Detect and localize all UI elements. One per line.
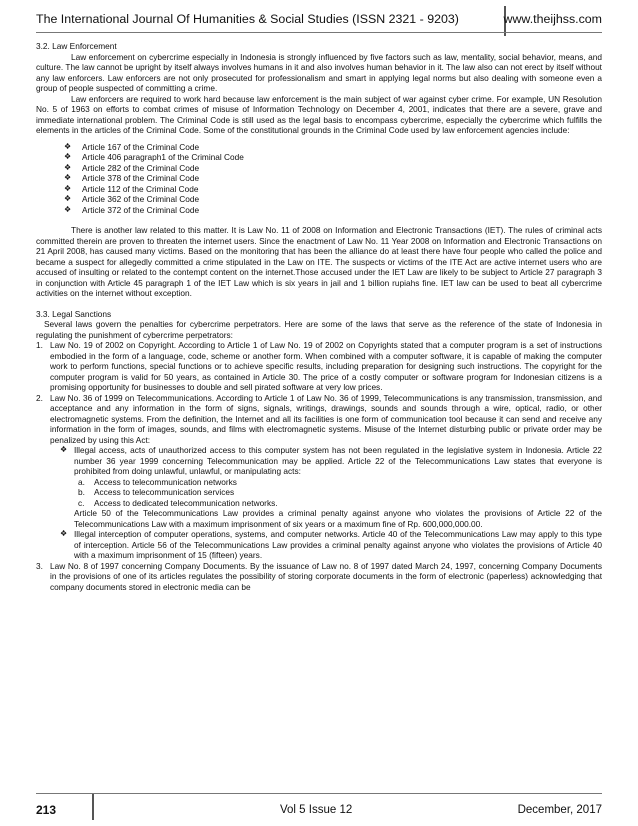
list-item: ❖ Article 112 of the Criminal Code bbox=[64, 184, 602, 195]
list-item bbox=[36, 393, 602, 561]
list-number: 2. bbox=[36, 392, 43, 403]
list-item bbox=[36, 340, 602, 393]
list-item: ❖ Article 167 of the Criminal Code bbox=[64, 142, 602, 153]
section-heading-legal-sanctions: 3.3. Legal Sanctions bbox=[36, 308, 112, 319]
list-letter: b. bbox=[78, 487, 85, 497]
list-item: ❖ Article 406 paragraph1 of the Criminal Code bbox=[64, 152, 602, 163]
list-item bbox=[36, 561, 602, 593]
list-item bbox=[60, 529, 602, 561]
spacer bbox=[36, 299, 602, 309]
header-rule bbox=[36, 32, 602, 33]
list-item-text: Illegal access, acts of unauthorized access to this computer system has not been regulated in the legislative system in Indonesia. Article 22 number 36 year 1999 concerning Telecommunication may be applied. Article 22 of the Telecommunications Law states that everyone is prohibited from doing unlawful, unlawful, or manipulating acts: bbox=[74, 445, 602, 476]
list-letter: c. bbox=[78, 497, 85, 508]
journal-title: The International Journal Of Humanities & Social Studies (ISSN 2321 - 9203) bbox=[36, 12, 459, 26]
paragraph: Several laws govern the penalties for cybercrime perpetrators. Here are some of the laws that serve as the reference of the state of Indonesia in regulating the punishment of cybercrime perpetrators: bbox=[36, 319, 602, 340]
list-item-text: Law No. 19 of 2002 on Copyright. According to Article 1 of Law No. 19 of 2002 on Copyrights stated that a computer program is a set of instructions embodied in the form of a language, code, scheme or another form. When combined with a computer software, it is capable of making the computer work to perform functions, special functions or to achieve specific results, including preparation for designing such instructions. The copyright for the computer program is valid for 50 years, as contained in Article 30. The price of a costly computer or software program for Indonesian citizens is a promising opportunity for businesses to double and sell pirated software at very low prices. bbox=[50, 340, 602, 392]
list-item: ❖ Article 362 of the Criminal Code bbox=[64, 194, 602, 205]
paragraph: Article 50 of the Telecommunications Law provides a criminal penalty against anyone who violates the provisions of Article 22 of the Telecommunications Law with a maximum imprisonment of six years or a maximum fine of Rp. 600,000,000.00. bbox=[74, 508, 602, 529]
list-item-text: Law No. 36 of 1999 on Telecommunications. According to Article 1 of Law No. 36 of 1999, Telecommunications is any transmission, transmission, and acceptance and any information in the form of signs, signals, writings, drawings, sounds and sounds through a wire, optical, radio, or other electromagnetic systems. From the definition, the Internet and all its facilities is one form of communication tool because it can send and receive any information in the form of images, sounds, and films with electromagnetic systems. Misuse of the Internet disturbing public or private order may be penalized by using this Act: bbox=[50, 392, 602, 445]
page-number: 213 bbox=[36, 803, 57, 817]
laws-numbered-list bbox=[36, 340, 602, 592]
paragraph: Law enforcers are required to work hard because law enforcement is the main subject of war against cyber crime. For example, UN Resolution No. 5 of 1963 on efforts to combat crimes of misuse of Information Technology on December 4, 2001, indicates that there are a severe, grave and immediate international problem. The Criminal Code is still used as the legal basis to encompass cybercrime, especially the cybercrime which fulfills the elements in the articles of the Criminal Code. Some of the constitutional grounds in the Criminal Code used by law enforcement agencies include: bbox=[36, 93, 602, 135]
lettered-list bbox=[74, 477, 602, 509]
list-item-text: Illegal interception of computer operations, systems, and computer networks. Article 40 of the Telecommunications Law may apply to this type of interception. Article 56 of the Telecommunications Law provides a criminal penalty against anyone who violates the provisions of Article 40 with a maximum imprisonment of 15 (fifteen) years. bbox=[74, 529, 602, 560]
list-item-text: Access to telecommunication networks bbox=[94, 476, 237, 487]
criminal-code-article-list bbox=[36, 142, 602, 216]
list-item bbox=[60, 445, 602, 529]
list-letter: a. bbox=[78, 476, 85, 487]
section-heading-law-enforcement: 3.2. Law Enforcement bbox=[36, 41, 117, 51]
list-number: 3. bbox=[36, 560, 43, 571]
journal-url: www.theijhss.com bbox=[503, 12, 602, 26]
footer-separator bbox=[92, 794, 94, 820]
list-item: ❖ Article 378 of the Criminal Code bbox=[64, 173, 602, 184]
article-body bbox=[36, 41, 602, 789]
list-number: 1. bbox=[36, 340, 43, 350]
page-header bbox=[36, 6, 602, 30]
spacer bbox=[36, 215, 602, 225]
list-item-text: Access to dedicated telecommunication networks. bbox=[94, 497, 278, 508]
issue-date: December, 2017 bbox=[517, 804, 602, 816]
paragraph: Law enforcement on cybercrime especially in Indonesia is strongly influenced by five factors such as law, mentality, social behavior, means, and culture. The law cannot be upright by itself always involves humans in it and also involves human behavior in it. The law also can not erect by itself without any law enforcers. Law enforcers are not only prosecuted for professionalism and smart in applying legal norms but also dealing with someone even a group of people suspected of committing a crime. bbox=[36, 51, 602, 93]
list-item bbox=[78, 498, 602, 509]
list-item: ❖ Article 372 of the Criminal Code bbox=[64, 205, 602, 216]
volume-issue: Vol 5 Issue 12 bbox=[280, 804, 353, 816]
list-item bbox=[78, 477, 602, 488]
paragraph: There is another law related to this matter. It is Law No. 11 of 2008 on Information and Electronic Transactions (IET). The rules of criminal acts committed therein are proven to threaten the internet users. Since the enactment of Law No. 11 Year 2008 on Information and Electronic Transactions on 21 April 2008, has caused many victims. Based on the monitoring that has been the alliance do at least there have four people who called the police and became a suspect for allegedly committed a crime stipulated in the Law on ITE. The suspects or victims of the ITE Act are active internet users who are accused of insulting or related to the contempt content on the internet.Those accused under the IET Law are likely to be subject to Article 27 paragraph 3 in conjunction with Article 45 paragraph 1 of the IET Law which is six years in jail and 1 billion rupiahs fine. IET law can be used to beat all cybercrime activities on the internet without exception. bbox=[36, 225, 602, 298]
list-item-text: Access to telecommunication services bbox=[94, 487, 235, 497]
list-item-text: Law No. 8 of 1997 concerning Company Documents. By the issuance of Law no. 8 of 1997 dated March 24, 1997, concerning Company Documents in the provisions of one of its articles regulates the possibility of storing corporate documents in the form of electronic (paperless) acknowledging that company documents stored in electronic media can be bbox=[50, 560, 602, 592]
list-item: ❖ Article 282 of the Criminal Code bbox=[64, 163, 602, 174]
sub-list bbox=[50, 445, 602, 561]
footer-rule bbox=[36, 793, 602, 794]
list-item bbox=[78, 487, 602, 498]
